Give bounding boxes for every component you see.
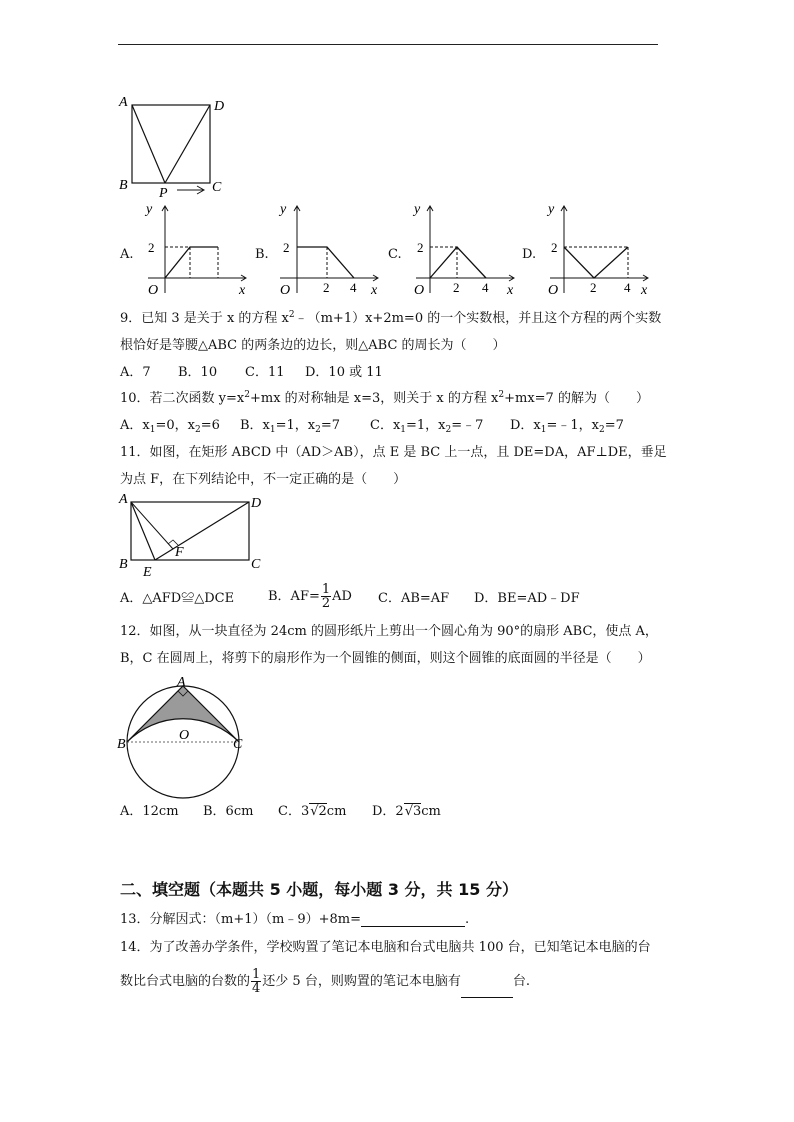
section-2-title: 二、填空题（本题共 5 小题，每小题 3 分，共 15 分） xyxy=(120,880,518,899)
graph-d-curve xyxy=(564,247,628,278)
q8-square-figure xyxy=(115,92,230,202)
q10-option-b[interactable]: B．$x_1=1$，$x_2=7$ xyxy=(240,418,341,435)
square-abcd xyxy=(132,105,210,183)
label-d: D xyxy=(214,99,225,114)
graph-c-curve xyxy=(430,247,486,278)
label-c: C xyxy=(233,737,243,752)
sqrt-2: √2 xyxy=(310,804,327,819)
q9-option-a[interactable]: A．7 xyxy=(120,365,151,380)
q8-option-d-letter[interactable]: D. xyxy=(522,247,537,262)
graph-a-ytick: 2 xyxy=(148,240,155,255)
q12-option-d[interactable]: D．2√3cm xyxy=(372,804,441,819)
segment-ap xyxy=(132,105,165,183)
rect-abcd xyxy=(131,502,249,560)
graph-d-origin: O xyxy=(548,283,559,298)
graph-b-xtick-4: 4 xyxy=(350,280,357,295)
q9-line-2: 根恰好是等腰△ABC 的两条边的边长，则△ABC 的周长为（ ） xyxy=(120,338,506,353)
q9-text-a: 9．已知 3 是关于 x 的方程 x xyxy=(120,311,289,326)
segment-dp xyxy=(165,105,210,183)
q12-line-2: B，C 在圆周上，将剪下的扇形作为一个圆锥的侧面，则这个圆锥的底面圆的半径是（ ） xyxy=(120,651,651,666)
q9-option-d[interactable]: D．10 或 11 xyxy=(305,365,383,380)
label-p: P xyxy=(159,186,168,201)
q12-option-c[interactable]: C．3√2cm xyxy=(278,804,347,819)
graph-c-x-label: x xyxy=(507,283,514,298)
label-e: E xyxy=(143,565,152,580)
segment-ae xyxy=(131,502,155,560)
q11-line-2: 为点 F，在下列结论中，不一定正确的是（ ） xyxy=(120,472,407,487)
q8-option-a-graph xyxy=(138,200,253,298)
label-a: A xyxy=(119,492,128,507)
q10-text-b: +mx 的对称轴是 x=3，则关于 x 的方程 x xyxy=(249,391,499,406)
graph-b-origin: O xyxy=(280,283,291,298)
q10-option-a[interactable]: A．$x_1=0$，$x_2=6$ xyxy=(120,418,220,435)
q10-option-c[interactable]: C．$x_1=1$，$x_2=﹣7$ xyxy=(370,418,484,435)
q9-line-1 xyxy=(120,312,661,325)
graph-b-curve xyxy=(297,247,354,278)
q8-option-d-graph xyxy=(540,200,655,298)
graph-a-curve xyxy=(165,247,218,278)
graph-d-x-label: x xyxy=(641,283,648,298)
q12-circle-figure xyxy=(115,675,255,800)
label-a: A xyxy=(177,675,186,690)
label-c: C xyxy=(251,557,261,572)
sqrt-3: √3 xyxy=(404,804,422,819)
graph-a-origin: O xyxy=(148,283,159,298)
label-f: F xyxy=(175,545,184,560)
graph-c-xtick-2: 2 xyxy=(453,280,460,295)
graph-c-origin: O xyxy=(414,283,425,298)
q11-option-d[interactable]: D．BE=AD﹣DF xyxy=(474,591,580,606)
label-o: O xyxy=(179,728,190,743)
graph-d-y-label: y xyxy=(548,202,555,217)
q14-line-2: 数比台式电脑的台数的 $\frac{1}{4}$ 还少 5 台，则购置的笔记本电脑有 台. xyxy=(120,967,530,996)
q10-text-a: 10．若二次函数 y=x xyxy=(120,391,245,406)
q14-answer-blank[interactable] xyxy=(461,967,513,998)
label-c: C xyxy=(212,180,222,195)
q11-option-a[interactable]: A．△AFD≌△DCE xyxy=(120,591,235,606)
label-d: D xyxy=(251,496,262,511)
q11-option-c[interactable]: C．AB=AF xyxy=(378,591,450,606)
q13-answer-blank[interactable] xyxy=(361,913,465,927)
q8-option-b-letter[interactable]: B. xyxy=(255,247,269,262)
graph-d-ytick: 2 xyxy=(551,240,558,255)
graph-d-xtick-4: 4 xyxy=(624,280,631,295)
q13-line: 13．分解因式：（m+1）（m﹣9）+8m= . xyxy=(120,912,470,927)
q8-option-b-graph xyxy=(270,200,385,298)
q8-option-a-letter[interactable]: A. xyxy=(120,247,134,262)
label-b: B xyxy=(117,737,126,752)
q10-option-d[interactable]: D．$x_1=﹣1$，$x_2=7$ xyxy=(510,418,624,435)
q14-line-1: 14．为了改善办学条件，学校购置了笔记本电脑和台式电脑共 100 台，已知笔记本电脑的台 xyxy=(120,940,651,955)
graph-d-xtick-2: 2 xyxy=(590,280,597,295)
q12-line-1: 12．如图，从一块直径为 24cm 的圆形纸片上剪出一个圆心角为 90°的扇形 ABC，使点 A， xyxy=(120,624,658,639)
label-b: B xyxy=(119,178,128,193)
segment-af xyxy=(131,502,173,549)
q9-option-c[interactable]: C．11 xyxy=(245,365,285,380)
q8-option-c-letter[interactable]: C. xyxy=(388,247,402,262)
q11-option-b[interactable]: B．AF= $\frac{1}{2}$ AD xyxy=(268,582,352,611)
fraction-one-quarter: $\frac{1}{4}$ xyxy=(252,967,261,996)
graph-c-ytick: 2 xyxy=(417,240,424,255)
graph-b-x-label: x xyxy=(371,283,378,298)
q10-line-1 xyxy=(120,392,649,405)
label-a: A xyxy=(119,95,128,110)
q11-rectangle-figure xyxy=(115,490,265,580)
graph-a-y-label: y xyxy=(146,202,153,217)
q8-option-c-graph xyxy=(406,200,521,298)
segment-de xyxy=(155,502,249,560)
header-rule xyxy=(118,44,658,45)
graph-a-x-label: x xyxy=(239,283,246,298)
q10-text-c: +mx=7 的解为（ ） xyxy=(504,391,649,406)
q10-sup-2: 2 xyxy=(498,390,505,400)
q9-option-b[interactable]: B．10 xyxy=(178,365,218,380)
fraction-one-half: $\frac{1}{2}$ xyxy=(321,582,331,611)
label-b: B xyxy=(119,557,128,572)
q9-text-b: ﹣（m+1）x+2m=0 的一个实数根，并且这个方程的两个实数 xyxy=(294,311,662,326)
q9-sup: 2 xyxy=(288,310,295,320)
graph-b-ytick: 2 xyxy=(283,240,290,255)
q10-sup-1: 2 xyxy=(244,390,250,400)
q12-option-b[interactable]: B．6cm xyxy=(203,804,254,819)
graph-b-xtick-2: 2 xyxy=(323,280,330,295)
graph-c-y-label: y xyxy=(414,202,421,217)
graph-c-xtick-4: 4 xyxy=(482,280,489,295)
q11-line-1: 11．如图，在矩形 ABCD 中（AD＞AB），点 E 是 BC 上一点，且 DE=DA，AF⊥DE，垂足 xyxy=(120,445,667,460)
q12-option-a[interactable]: A．12cm xyxy=(120,804,179,819)
graph-b-y-label: y xyxy=(280,202,287,217)
